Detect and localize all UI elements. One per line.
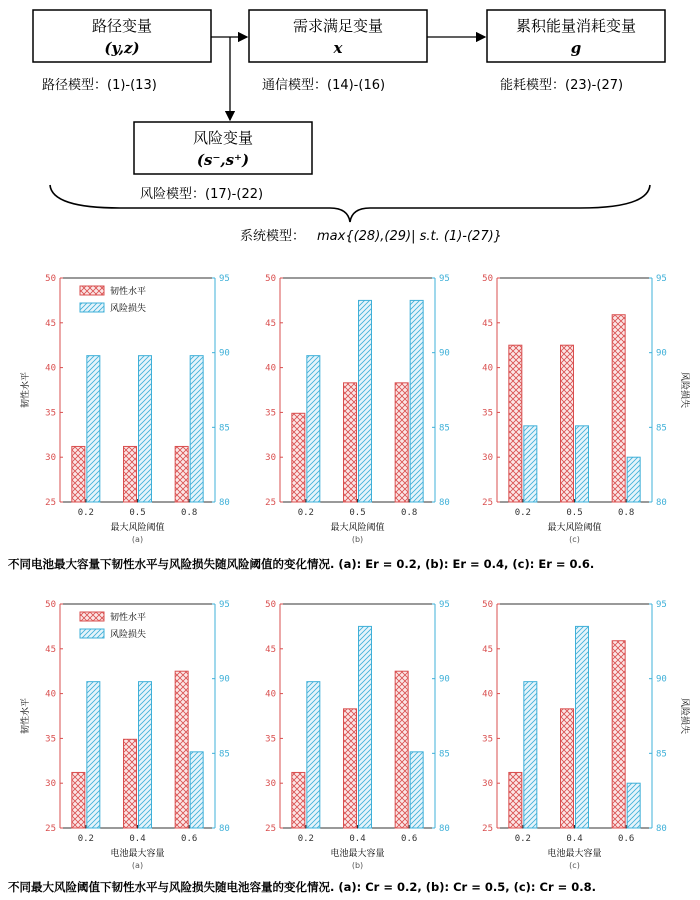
bar-resilience	[124, 446, 137, 502]
left-tick-label: 35	[482, 734, 493, 745]
bar-resilience	[124, 739, 137, 828]
x-tick-label: 0.2	[297, 834, 314, 844]
left-tick-label: 50	[265, 274, 276, 284]
caption-row-1: 不同电池最大容量下韧性水平与风险损失随风险阈值的变化情况. (a): Er = 0.2, (b): Er = 0.4, (c): Er = 0.6.	[8, 557, 595, 571]
left-tick-label: 50	[265, 600, 276, 610]
left-tick-label: 25	[482, 824, 493, 834]
panel-sub-label: (a)	[131, 861, 144, 870]
risk-model-label: 风险模型：(17)-(22)	[140, 187, 264, 202]
x-tick-label: 0.6	[401, 834, 418, 844]
left-tick-label: 35	[265, 734, 276, 745]
left-tick-label: 30	[265, 453, 276, 464]
risk-variable-label: 风险变量	[192, 129, 254, 147]
x-tick-label: 0.5	[129, 508, 146, 518]
bar-risk-loss	[576, 426, 589, 502]
right-tick-label: 80	[439, 498, 450, 508]
left-tick-label: 50	[482, 600, 493, 610]
bar-resilience	[509, 772, 522, 828]
right-tick-label: 90	[439, 348, 450, 359]
bar-risk-loss	[87, 682, 100, 828]
demand-variable-label: 需求满足变量	[292, 17, 384, 35]
panel-sub-label: (a)	[131, 535, 144, 544]
x-tick-label: 0.2	[77, 834, 94, 844]
x-tick-label: 0.2	[514, 834, 531, 844]
bar-resilience	[72, 772, 85, 828]
x-axis-label: 最大风险阈值	[330, 523, 385, 533]
x-tick-label: 0.6	[181, 834, 198, 844]
left-tick-label: 25	[265, 824, 276, 834]
charts-area	[19, 274, 691, 870]
x-tick-label: 0.2	[297, 508, 314, 518]
left-tick-label: 45	[265, 318, 276, 329]
panel-sub-label: (b)	[351, 535, 364, 544]
bar-risk-loss	[87, 356, 100, 502]
legend-label-resilience: 韧性水平	[110, 287, 147, 297]
x-tick-label: 0.5	[349, 508, 366, 518]
bar-risk-loss	[410, 752, 423, 828]
left-tick-label: 35	[45, 734, 56, 745]
bar-risk-loss	[190, 356, 203, 502]
right-tick-label: 85	[656, 749, 667, 760]
chart-panel-6	[482, 600, 691, 870]
x-tick-label: 0.4	[129, 834, 146, 844]
x-tick-label: 0.8	[401, 508, 418, 518]
x-axis-label: 最大风险阈值	[547, 523, 602, 533]
path-variable-label: 路径变量	[91, 17, 153, 35]
x-tick-label: 0.2	[77, 508, 94, 518]
x-tick-label: 0.4	[566, 834, 583, 844]
bar-resilience	[395, 383, 408, 502]
panel-sub-label: (c)	[569, 535, 580, 544]
right-tick-label: 80	[219, 498, 230, 508]
bar-resilience	[612, 641, 625, 828]
bar-risk-loss	[524, 426, 537, 502]
bar-resilience	[612, 315, 625, 502]
left-tick-label: 40	[482, 363, 493, 374]
left-tick-label: 25	[45, 824, 56, 834]
bar-resilience	[561, 345, 574, 502]
right-tick-label: 85	[656, 423, 667, 434]
left-tick-label: 45	[45, 644, 56, 655]
bar-risk-loss	[190, 752, 203, 828]
left-tick-label: 50	[482, 274, 493, 284]
x-tick-label: 0.8	[618, 508, 635, 518]
left-tick-label: 35	[45, 408, 56, 419]
right-tick-label: 85	[219, 749, 230, 760]
bar-risk-loss	[307, 682, 320, 828]
chart-panel-2	[265, 274, 450, 544]
system-model-formula: max{(28),(29)| s.t. (1)-(27)}	[317, 229, 502, 244]
energy-variable-label: 累积能量消耗变量	[515, 17, 637, 35]
right-tick-label: 90	[219, 348, 230, 359]
left-tick-label: 25	[45, 498, 56, 508]
right-tick-label: 80	[439, 824, 450, 834]
bar-risk-loss	[524, 682, 537, 828]
caption-row-2: 不同最大风险阈值下韧性水平与风险损失随电池容量的变化情况. (a): Cr = 0.2, (b): Cr = 0.5, (c): Cr = 0.8.	[8, 880, 597, 894]
right-tick-label: 95	[656, 600, 667, 610]
right-tick-label: 85	[219, 423, 230, 434]
legend-label-risk-loss: 风险损失	[110, 630, 147, 640]
panel-sub-label: (c)	[569, 861, 580, 870]
left-tick-label: 45	[482, 318, 493, 329]
bar-resilience	[509, 345, 522, 502]
right-tick-label: 85	[439, 423, 450, 434]
right-tick-label: 90	[656, 674, 667, 685]
right-tick-label: 95	[656, 274, 667, 284]
bar-resilience	[292, 413, 305, 502]
legend-swatch-resilience	[80, 286, 104, 295]
right-tick-label: 85	[439, 749, 450, 760]
left-tick-label: 35	[265, 408, 276, 419]
y-axis-label: 韧性水平	[21, 371, 31, 409]
bar-resilience	[395, 671, 408, 828]
legend-label-risk-loss: 风险损失	[110, 304, 147, 314]
left-tick-label: 30	[45, 453, 56, 464]
left-tick-label: 30	[265, 779, 276, 790]
legend-swatch-resilience	[80, 612, 104, 621]
x-tick-label: 0.4	[349, 834, 366, 844]
left-tick-label: 40	[265, 689, 276, 700]
bar-resilience	[344, 709, 357, 828]
legend-swatch-risk-loss	[80, 629, 104, 638]
bar-risk-loss	[359, 626, 372, 828]
x-axis-label: 电池最大容量	[330, 849, 385, 859]
x-tick-label: 0.5	[566, 508, 583, 518]
bar-risk-loss	[627, 783, 640, 828]
left-tick-label: 45	[482, 644, 493, 655]
left-tick-label: 30	[482, 779, 493, 790]
left-tick-label: 40	[482, 689, 493, 700]
left-tick-label: 40	[45, 689, 56, 700]
left-tick-label: 45	[265, 644, 276, 655]
bar-resilience	[72, 446, 85, 502]
bar-resilience	[344, 383, 357, 502]
chart-panel-5	[265, 600, 450, 870]
right-tick-label: 80	[656, 824, 667, 834]
energy-model-label: 能耗模型：(23)-(27)	[500, 78, 624, 93]
chart-panel-1	[19, 274, 230, 544]
left-tick-label: 50	[45, 274, 56, 284]
x-tick-label: 0.6	[618, 834, 635, 844]
model-diagram	[33, 10, 665, 244]
left-tick-label: 30	[45, 779, 56, 790]
bar-risk-loss	[139, 356, 152, 502]
left-tick-label: 30	[482, 453, 493, 464]
panel-sub-label: (b)	[351, 861, 364, 870]
left-tick-label: 40	[265, 363, 276, 374]
x-tick-label: 0.8	[181, 508, 198, 518]
left-tick-label: 40	[45, 363, 56, 374]
risk-variable-math: (s⁻,s⁺)	[196, 151, 250, 169]
left-tick-label: 25	[482, 498, 493, 508]
bar-resilience	[175, 671, 188, 828]
bar-risk-loss	[627, 457, 640, 502]
right-tick-label: 95	[219, 274, 230, 284]
bar-resilience	[561, 709, 574, 828]
chart-panel-4	[19, 600, 230, 870]
right-tick-label: 90	[439, 674, 450, 685]
path-model-label: 路径模型：(1)-(13)	[42, 78, 157, 93]
y2-axis-label: 风险损失	[679, 371, 689, 409]
bar-resilience	[292, 772, 305, 828]
right-tick-label: 90	[219, 674, 230, 685]
comm-model-label: 通信模型：(14)-(16)	[262, 78, 386, 93]
legend-swatch-risk-loss	[80, 303, 104, 312]
legend-label-resilience: 韧性水平	[110, 613, 147, 623]
system-model-prefix: 系统模型：	[240, 229, 306, 244]
bar-risk-loss	[410, 300, 423, 502]
y-axis-label: 韧性水平	[21, 697, 31, 735]
x-axis-label: 电池最大容量	[547, 849, 602, 859]
right-tick-label: 80	[656, 498, 667, 508]
bar-risk-loss	[576, 626, 589, 828]
x-axis-label: 电池最大容量	[110, 849, 165, 859]
bar-risk-loss	[359, 300, 372, 502]
x-axis-label: 最大风险阈值	[110, 523, 165, 533]
bar-resilience	[175, 446, 188, 502]
left-tick-label: 45	[45, 318, 56, 329]
left-tick-label: 25	[265, 498, 276, 508]
left-tick-label: 35	[482, 408, 493, 419]
demand-variable-math: x	[333, 39, 343, 57]
x-tick-label: 0.2	[514, 508, 531, 518]
right-tick-label: 90	[656, 348, 667, 359]
right-tick-label: 95	[439, 600, 450, 610]
right-tick-label: 95	[439, 274, 450, 284]
energy-variable-math: g	[570, 39, 582, 57]
right-tick-label: 80	[219, 824, 230, 834]
bar-risk-loss	[139, 682, 152, 828]
chart-panel-3	[482, 274, 691, 544]
y2-axis-label: 风险损失	[679, 697, 689, 735]
path-variable-math: (y,z)	[104, 39, 140, 57]
right-tick-label: 95	[219, 600, 230, 610]
left-tick-label: 50	[45, 600, 56, 610]
bar-risk-loss	[307, 356, 320, 502]
